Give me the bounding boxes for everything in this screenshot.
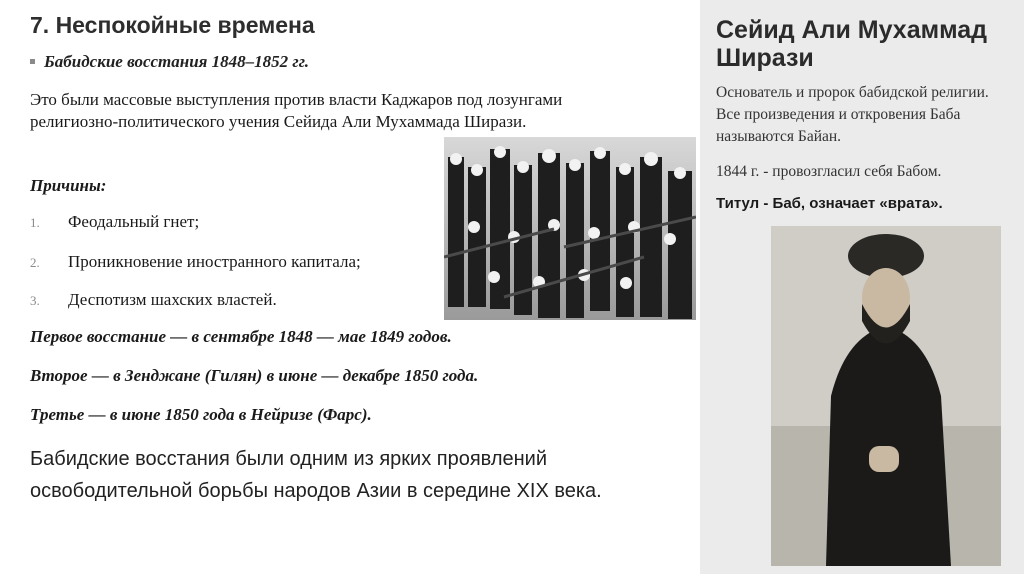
uprising-first: Первое восстание — в сентябре 1848 — мае 1849 годов.: [30, 327, 452, 346]
intro-paragraph: Это были массовые выступления против власти Каджаров под лозунгами религиозно-политического учения Сейида Али Мухаммада Ширази.: [30, 90, 563, 131]
cause-number: 3.: [30, 293, 40, 308]
cause-text: Проникновение иностранного капитала;: [68, 252, 361, 271]
portrait-photo-image: [771, 226, 1001, 566]
cause-text: Феодальный гнет;: [68, 212, 200, 231]
uprising-third: Третье — в июне 1850 года в Нейризе (Фарс).: [30, 405, 372, 424]
sidebar-title-note: Титул - Баб, означает «врата».: [716, 195, 943, 212]
summary-paragraph: Бабидские восстания были одним из ярких проявлений освободительной борьбы народов Азии в середине XIX века.: [30, 448, 602, 502]
cause-item: [30, 252, 361, 272]
sidebar-date-note: 1844 г. - провозгласил себя Бабом.: [716, 163, 942, 180]
cause-number: 1.: [30, 215, 40, 230]
sidebar-description: Основатель и пророк бабидской религии. Все произведения и откровения Баба называются Байан.: [716, 84, 989, 145]
cause-text: Деспотизм шахских властей.: [68, 290, 277, 309]
bullet-square-icon: [30, 59, 35, 64]
cause-number: 2.: [30, 255, 40, 270]
sidebar-title: Сейид Али Мухаммад Ширази: [716, 16, 988, 72]
uprising-second: Второе — в Зенджане (Гилян) в июне — декабре 1850 года.: [30, 366, 479, 385]
bullet-subheading: [30, 52, 309, 72]
slide-title: 7. Неспокойные времена: [30, 12, 315, 38]
causes-heading: Причины:: [30, 176, 107, 195]
cause-item: [30, 290, 277, 310]
rebels-photo-image: [444, 137, 696, 320]
bullet-text: Бабидские восстания 1848–1852 гг.: [44, 52, 309, 71]
cause-item: [30, 212, 199, 232]
